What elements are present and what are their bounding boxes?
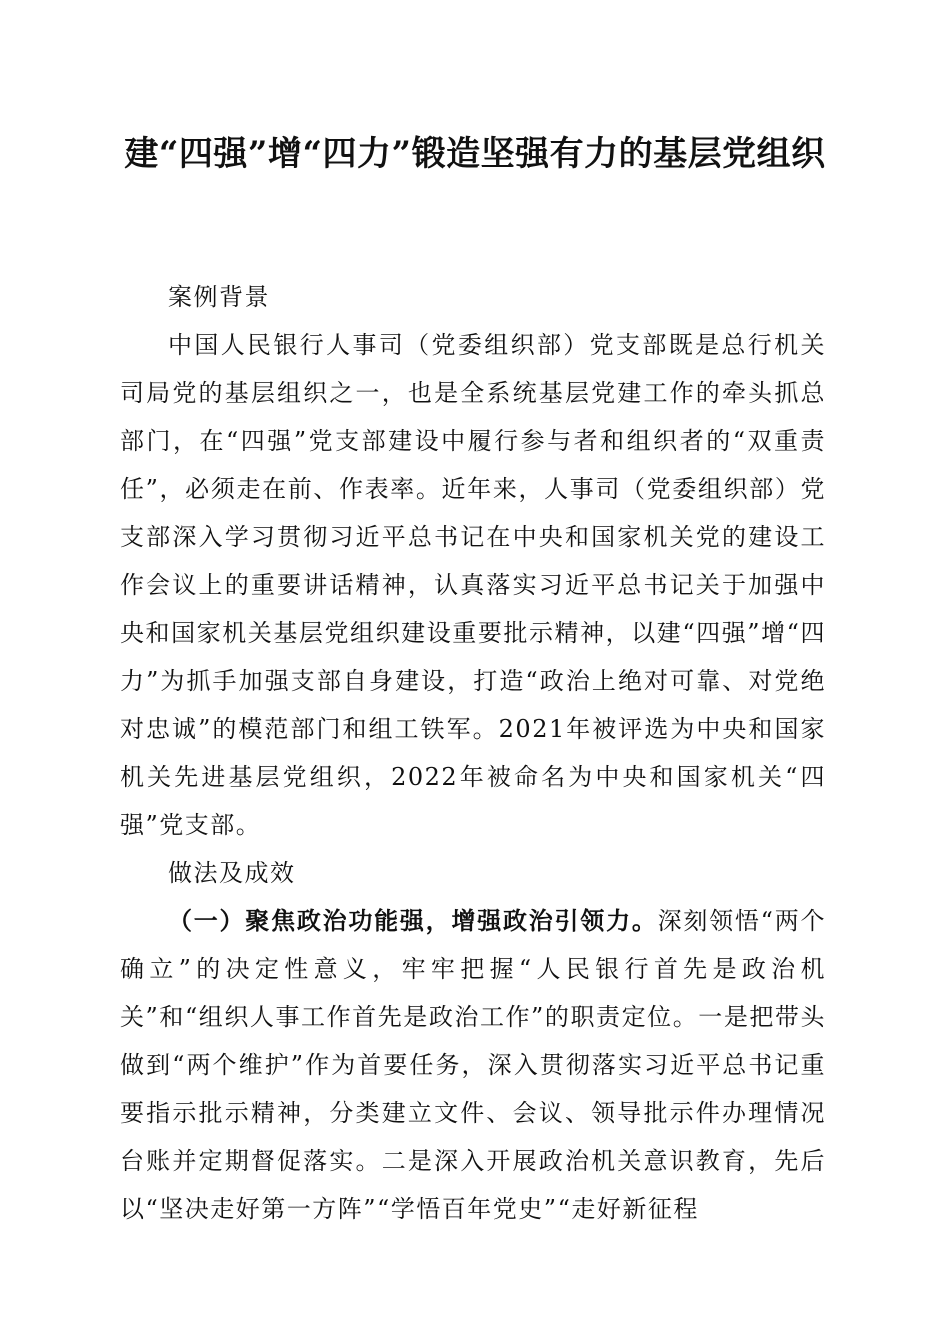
point-1-text: 深刻领悟“两个确立”的决定性意义，牢牢把握“人民银行首先是政治机关”和“组织人事工作首先是政治工作”的职责定位。一是把带头做到“两个维护”作为首要任务，深入贯彻落实习近平总书记重要指示批示精神，分类建立文件、会议、领导批示件办理情况台账并定期督促落实。二是深入开展政治机关意识教育，先后以“坚决走好第一方阵”“学悟百年党史”“走好新征程: [120, 907, 826, 1223]
background-paragraph: 中国人民银行人事司（党委组织部）党支部既是总行机关司局党的基层组织之一，也是全系统基层党建工作的牵头抓总部门，在“四强”党支部建设中履行参与者和组织者的“双重责任”，必须走在前、作表率。近年来，人事司（党委组织部）党支部深入学习贯彻习近平总书记在中央和国家机关党的建设工作会议上的重要讲话精神，认真落实习近平总书记关于加强中央和国家机关基层党组织建设重要批示精神，以建“四强”增“四力”为抓手加强支部自身建设，打造“政治上绝对可靠、对党绝对忠诚”的模范部门和组工铁军。2021年被评选为中央和国家机关先进基层党组织，2022年被命名为中央和国家机关“四强”党支部。: [120, 331, 826, 839]
point-1-lead: （一）聚焦政治功能强，增强政治引领力。: [168, 906, 658, 935]
section-heading-background: 案例背景: [168, 283, 270, 311]
section-heading-practice: 做法及成效: [168, 859, 296, 887]
document-title: 建“四强”增“四力”锻造坚强有力的基层党组织: [124, 134, 826, 174]
point-1-paragraph: [120, 897, 826, 1233]
document-body: [120, 273, 826, 1233]
